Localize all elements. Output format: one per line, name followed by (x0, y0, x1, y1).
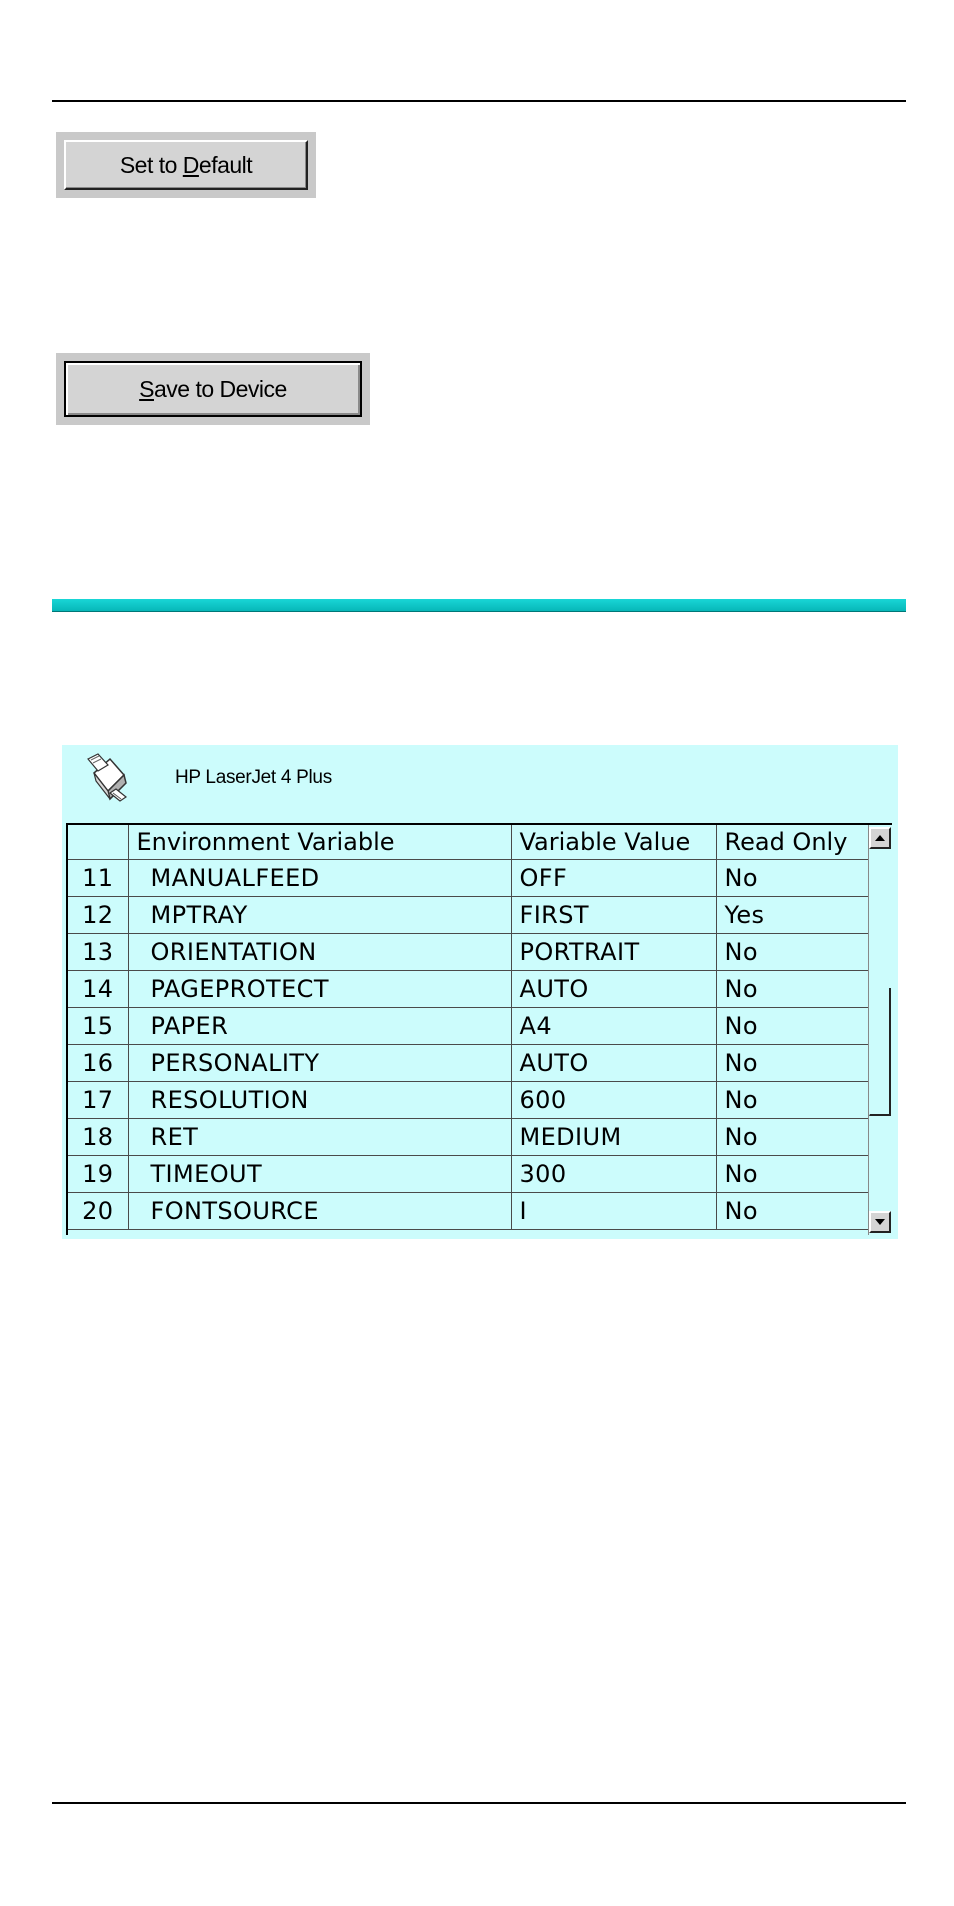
variable-name-cell[interactable]: RET (128, 1119, 511, 1156)
set-default-label-rest: efault (198, 151, 253, 178)
variable-value-cell[interactable]: AUTO (511, 1045, 716, 1082)
col-header-environment-variable[interactable]: Environment Variable (128, 825, 511, 860)
variable-name-cell[interactable]: PAPER (128, 1008, 511, 1045)
bottom-rule (52, 1802, 906, 1804)
set-default-accel: D (182, 151, 199, 178)
variable-value-cell[interactable]: FIRST (511, 897, 716, 934)
table-row[interactable] (68, 897, 868, 934)
arrow-up-icon (875, 835, 885, 841)
row-number[interactable]: 11 (68, 860, 128, 897)
device-name: HP LaserJet 4 Plus (175, 767, 332, 788)
table-row[interactable] (68, 1008, 868, 1045)
printer-icon (80, 753, 128, 803)
variable-name-cell[interactable]: FONTSOURCE (128, 1193, 511, 1230)
corner-header-cell[interactable] (68, 825, 128, 860)
row-number[interactable]: 12 (68, 897, 128, 934)
save-device-accel: S (139, 375, 154, 402)
read-only-cell[interactable]: No (716, 934, 868, 971)
table-row[interactable] (68, 1193, 868, 1230)
row-number[interactable]: 14 (68, 971, 128, 1008)
table-row[interactable] (68, 971, 868, 1008)
variable-name-cell[interactable]: MANUALFEED (128, 860, 511, 897)
variable-name-cell[interactable]: RESOLUTION (128, 1082, 511, 1119)
read-only-cell[interactable]: No (716, 1156, 868, 1193)
table-row[interactable] (68, 1156, 868, 1193)
table-header-row (68, 825, 868, 860)
read-only-cell[interactable]: No (716, 860, 868, 897)
variable-value-cell[interactable]: AUTO (511, 971, 716, 1008)
variable-name-cell[interactable]: MPTRAY (128, 897, 511, 934)
variable-name-cell[interactable]: PERSONALITY (128, 1045, 511, 1082)
environment-variables-grid[interactable] (66, 823, 892, 1235)
row-number[interactable]: 19 (68, 1156, 128, 1193)
variable-value-cell[interactable]: OFF (511, 860, 716, 897)
scroll-up-button[interactable] (869, 827, 891, 849)
variable-value-cell[interactable]: 300 (511, 1156, 716, 1193)
device-environment-panel (62, 745, 898, 1239)
read-only-cell[interactable]: No (716, 971, 868, 1008)
variable-name-cell[interactable]: PAGEPROTECT (128, 971, 511, 1008)
row-number[interactable]: 17 (68, 1082, 128, 1119)
read-only-cell[interactable]: No (716, 1193, 868, 1230)
read-only-cell[interactable]: No (716, 1082, 868, 1119)
table-row[interactable] (68, 934, 868, 971)
set-default-button-frame (56, 132, 316, 198)
row-number[interactable]: 16 (68, 1045, 128, 1082)
set-to-default-button[interactable] (64, 140, 308, 190)
table-row[interactable] (68, 1045, 868, 1082)
read-only-cell[interactable]: Yes (716, 897, 868, 934)
environment-table (68, 825, 869, 1230)
read-only-cell[interactable]: No (716, 1045, 868, 1082)
table-row[interactable] (68, 860, 868, 897)
set-default-label-prefix: Set to (119, 151, 183, 178)
row-number[interactable]: 13 (68, 934, 128, 971)
table-row[interactable] (68, 1082, 868, 1119)
row-number[interactable]: 18 (68, 1119, 128, 1156)
read-only-cell[interactable]: No (716, 1119, 868, 1156)
scroll-down-button[interactable] (869, 1211, 891, 1233)
variable-value-cell[interactable]: 600 (511, 1082, 716, 1119)
variable-value-cell[interactable]: I (511, 1193, 716, 1230)
scrollbar-thumb[interactable] (869, 988, 891, 1116)
variable-value-cell[interactable]: A4 (511, 1008, 716, 1045)
variable-name-cell[interactable]: TIMEOUT (128, 1156, 511, 1193)
read-only-cell[interactable]: No (716, 1008, 868, 1045)
vertical-scrollbar[interactable] (868, 825, 892, 1235)
variable-name-cell[interactable]: ORIENTATION (128, 934, 511, 971)
col-header-read-only[interactable]: Read Only (716, 825, 868, 860)
table-row[interactable] (68, 1119, 868, 1156)
save-to-device-button[interactable] (64, 361, 362, 417)
variable-value-cell[interactable]: PORTRAIT (511, 934, 716, 971)
row-number[interactable]: 15 (68, 1008, 128, 1045)
save-device-button-frame (56, 353, 370, 425)
variable-value-cell[interactable]: MEDIUM (511, 1119, 716, 1156)
col-header-variable-value[interactable]: Variable Value (511, 825, 716, 860)
arrow-down-icon (875, 1219, 885, 1225)
top-rule (52, 100, 906, 102)
save-device-label-rest: ave to Device (153, 375, 287, 402)
row-number[interactable]: 20 (68, 1193, 128, 1230)
section-divider-bar (52, 599, 906, 612)
